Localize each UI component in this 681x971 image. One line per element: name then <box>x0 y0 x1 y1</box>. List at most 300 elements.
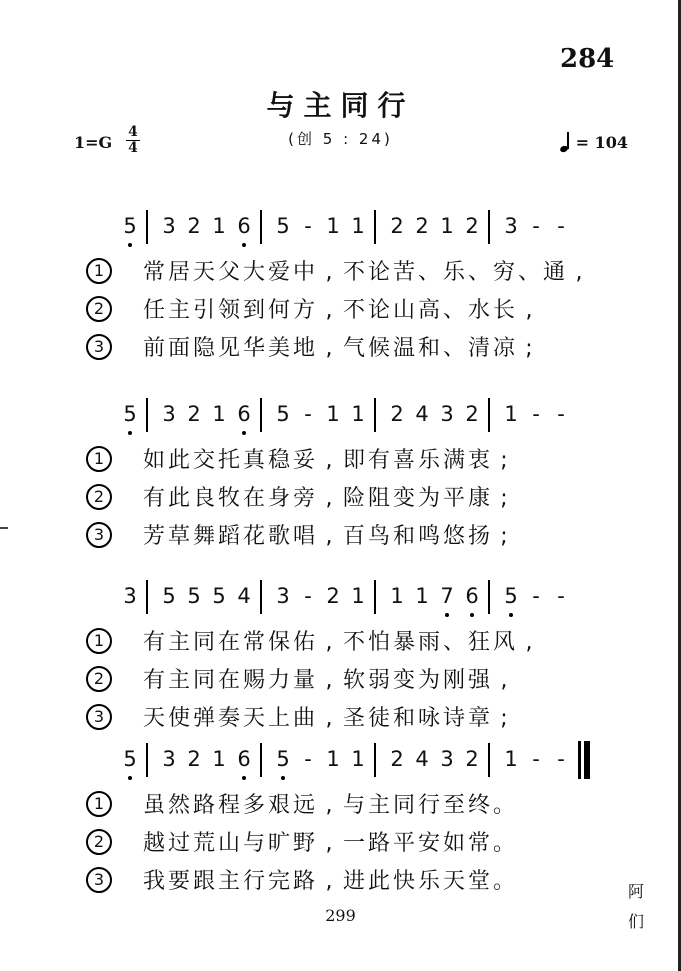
lyric-syllable: , <box>500 668 508 693</box>
lyric-syllable: 山 <box>217 831 240 856</box>
lyric-syllable: 章 <box>467 706 490 731</box>
lyric-syllable: 如 <box>142 448 165 473</box>
lyric-syllable: 苦 <box>392 260 415 285</box>
lyric-syllable: 论 <box>367 298 390 323</box>
lyric-syllable: 水 <box>467 298 490 323</box>
lyric-line <box>78 829 638 859</box>
lyric-line <box>78 791 638 821</box>
lyric-syllable: 软 <box>342 668 365 693</box>
lyric-syllable: 满 <box>442 448 465 473</box>
lyric-syllable: 在 <box>217 630 240 655</box>
lyric-syllable: 候 <box>367 336 390 361</box>
bar-line <box>146 743 148 777</box>
verse-number: 2 <box>86 484 112 510</box>
lyric-syllable: 美 <box>267 336 290 361</box>
lyric-syllable: 爱 <box>267 260 290 285</box>
lyric-syllable: 在 <box>242 486 265 511</box>
note-digit: 5 <box>276 214 290 238</box>
lyric-syllable: 芳 <box>142 524 165 549</box>
note-digit: 6 <box>232 745 256 773</box>
note-digit: 2 <box>187 214 201 238</box>
verse-number: 1 <box>86 628 112 654</box>
bar-line <box>374 210 376 244</box>
lyric-syllable: 远 <box>292 793 315 818</box>
lyric-syllable: 。 <box>492 831 515 856</box>
lyric-syllable: 通 <box>542 260 565 285</box>
final-bar-thin <box>578 741 581 779</box>
note-digit: 5 <box>162 584 176 608</box>
lyric-line <box>78 296 638 326</box>
lyric-syllable: , <box>525 298 533 323</box>
note-digit: 2 <box>187 747 201 771</box>
lyric-syllable: 悠 <box>442 524 465 549</box>
lyric-syllable: 此 <box>367 869 390 894</box>
bar-line <box>374 580 376 614</box>
lyric-syllable: 如 <box>442 831 465 856</box>
tempo-marking <box>560 132 628 152</box>
lyric-syllable: 为 <box>417 486 440 511</box>
lyric-syllable: 有 <box>142 668 165 693</box>
bar-line <box>146 580 148 614</box>
lyric-syllable: 常 <box>242 630 265 655</box>
lyric-syllable: 堂 <box>467 869 490 894</box>
lyric-syllable: 在 <box>217 668 240 693</box>
lyric-syllable: 力 <box>267 668 290 693</box>
amen-text: 阿们 <box>628 882 648 931</box>
lyric-syllable: 主 <box>167 298 190 323</box>
lyric-syllable: 、 <box>442 336 465 361</box>
lyric-syllable: , <box>525 630 533 655</box>
extension-dash: - <box>532 747 540 771</box>
lyric-syllable: 奏 <box>217 706 240 731</box>
lyric-syllable: , <box>325 831 333 856</box>
lyric-syllable: 此 <box>167 448 190 473</box>
lyric-syllable: , <box>325 448 333 473</box>
bar-line <box>488 580 490 614</box>
lyric-syllable: 主 <box>367 793 390 818</box>
notation-line <box>0 745 681 785</box>
lyric-syllable: 我 <box>142 869 165 894</box>
lyric-syllable: 父 <box>217 260 240 285</box>
lyric-syllable: 身 <box>267 486 290 511</box>
lyric-syllable: 气 <box>342 336 365 361</box>
lyric-syllable: 扬 <box>467 524 490 549</box>
notation-line <box>0 212 681 252</box>
lyric-syllable: 见 <box>217 336 240 361</box>
lyric-syllable: 即 <box>342 448 365 473</box>
lyric-syllable: 要 <box>167 869 190 894</box>
lyric-syllable: 引 <box>192 298 215 323</box>
lyric-syllable: 有 <box>142 630 165 655</box>
lyric-syllable: 鸣 <box>417 524 440 549</box>
verse-number: 3 <box>86 334 112 360</box>
lyric-syllable: 天 <box>442 869 465 894</box>
hymn-number: 284 <box>560 44 615 74</box>
lyric-syllable: 到 <box>242 298 265 323</box>
note-digit: 2 <box>390 214 404 238</box>
lyric-line <box>78 628 638 658</box>
lyric-syllable: 然 <box>167 793 190 818</box>
lyric-syllable: 路 <box>192 793 215 818</box>
note-digit: 3 <box>123 584 137 608</box>
lyric-syllable: , <box>325 793 333 818</box>
lyric-syllable: 高 <box>417 298 440 323</box>
lyric-line <box>78 258 638 288</box>
note-digit: 3 <box>276 584 290 608</box>
lyric-syllable: 徒 <box>367 706 390 731</box>
note-digit: 2 <box>465 747 479 771</box>
verse-number: 3 <box>86 867 112 893</box>
lyric-syllable: 一 <box>342 831 365 856</box>
final-bar-thick <box>584 741 590 779</box>
lyric-syllable: 虽 <box>142 793 165 818</box>
lyric-syllable: 不 <box>342 630 365 655</box>
note-digit: 4 <box>415 747 429 771</box>
lyric-syllable: 险 <box>342 486 365 511</box>
extension-dash: - <box>532 584 540 608</box>
lyric-syllable: 越 <box>142 831 165 856</box>
lyric-syllable: 前 <box>142 336 165 361</box>
extension-dash: - <box>557 214 565 238</box>
lyric-syllable: 何 <box>267 298 290 323</box>
lyric-syllable: 过 <box>167 831 190 856</box>
lyric-syllable: 领 <box>217 298 240 323</box>
note-digit: 2 <box>415 214 429 238</box>
lyric-syllable: 此 <box>167 486 190 511</box>
lyric-syllable: 主 <box>167 668 190 693</box>
extension-dash: - <box>532 402 540 426</box>
lyric-syllable: , <box>325 260 333 285</box>
note-digit: 5 <box>212 584 226 608</box>
bar-line <box>488 743 490 777</box>
lyric-syllable: 草 <box>167 524 190 549</box>
tempo-value: = 104 <box>575 133 628 152</box>
lyric-syllable: 和 <box>417 336 440 361</box>
scripture-reference: (创 5 : 24) <box>288 130 393 148</box>
lyric-syllable: 温 <box>392 336 415 361</box>
lyric-syllable: , <box>325 630 333 655</box>
lyric-syllable: 赐 <box>242 668 265 693</box>
lyric-syllable: 至 <box>442 793 465 818</box>
lyric-syllable: ; <box>525 336 533 361</box>
lyric-syllable: 路 <box>292 869 315 894</box>
lyric-syllable: 穷 <box>492 260 515 285</box>
bar-line <box>260 398 262 432</box>
lyric-syllable: 咏 <box>417 706 440 731</box>
lyric-syllable: 。 <box>492 869 515 894</box>
note-digit: 1 <box>351 584 365 608</box>
note-digit: 3 <box>440 402 454 426</box>
lyric-syllable: 清 <box>467 336 490 361</box>
lyric-syllable: 平 <box>392 831 415 856</box>
lyric-syllable: 稳 <box>267 448 290 473</box>
lyric-syllable: 怕 <box>367 630 390 655</box>
lyric-syllable: 鸟 <box>367 524 390 549</box>
lyric-syllable: 良 <box>192 486 215 511</box>
lyric-syllable: 常 <box>142 260 165 285</box>
extension-dash: - <box>557 402 565 426</box>
lyric-line <box>78 334 638 364</box>
lyric-syllable: 地 <box>292 336 315 361</box>
lyric-syllable: 诗 <box>442 706 465 731</box>
lyric-syllable: 华 <box>242 336 265 361</box>
note-digit: 5 <box>187 584 201 608</box>
lyric-syllable: 任 <box>142 298 165 323</box>
verse-number: 3 <box>86 522 112 548</box>
lyric-syllable: 交 <box>192 448 215 473</box>
note-digit: 2 <box>187 402 201 426</box>
bar-line <box>488 398 490 432</box>
extension-dash: - <box>304 584 312 608</box>
lyric-line <box>78 484 638 514</box>
lyric-syllable: 、 <box>517 260 540 285</box>
lyric-syllable: 面 <box>167 336 190 361</box>
lyric-syllable: 舞 <box>192 524 215 549</box>
time-signature-top: 4 <box>128 124 138 140</box>
lyric-syllable: 妥 <box>292 448 315 473</box>
note-digit: 2 <box>390 747 404 771</box>
note-digit: 1 <box>212 214 226 238</box>
extension-dash: - <box>304 402 312 426</box>
lyric-syllable: 荒 <box>192 831 215 856</box>
lyric-syllable: 暴 <box>392 630 415 655</box>
lyric-syllable: 风 <box>492 630 515 655</box>
lyric-syllable: 阻 <box>367 486 390 511</box>
lyric-syllable: 长 <box>492 298 515 323</box>
lyric-syllable: 、 <box>417 260 440 285</box>
lyric-syllable: 野 <box>292 831 315 856</box>
note-digit: 1 <box>440 214 454 238</box>
lyric-syllable: 终 <box>467 793 490 818</box>
note-digit: 3 <box>440 747 454 771</box>
note-digit: 5 <box>271 745 295 773</box>
quarter-note-icon <box>560 132 570 152</box>
lyric-syllable: 不 <box>342 298 365 323</box>
lyric-line <box>78 666 638 696</box>
lyric-syllable: , <box>325 486 333 511</box>
lyric-syllable: , <box>325 869 333 894</box>
lyric-syllable: 乐 <box>417 448 440 473</box>
lyric-syllable: 、 <box>467 260 490 285</box>
lyric-syllable: 强 <box>467 668 490 693</box>
lyric-syllable: 和 <box>392 706 415 731</box>
bar-line <box>260 743 262 777</box>
note-digit: 1 <box>326 747 340 771</box>
margin-mark <box>0 527 8 529</box>
lyric-syllable: 。 <box>492 793 515 818</box>
lyric-syllable: 使 <box>167 706 190 731</box>
lyric-syllable: 安 <box>417 831 440 856</box>
lyric-syllable: 行 <box>242 869 265 894</box>
note-digit: 6 <box>232 212 256 240</box>
lyric-syllable: , <box>325 668 333 693</box>
page-number: 299 <box>325 906 356 925</box>
lyric-syllable: 平 <box>442 486 465 511</box>
verse-number: 1 <box>86 446 112 472</box>
lyric-syllable: 行 <box>417 793 440 818</box>
lyric-syllable: 雨 <box>417 630 440 655</box>
note-digit: 2 <box>326 584 340 608</box>
bar-line <box>260 580 262 614</box>
lyric-syllable: 不 <box>342 260 365 285</box>
note-digit: 7 <box>435 582 459 610</box>
extension-dash: - <box>557 584 565 608</box>
verse-number: 3 <box>86 704 112 730</box>
lyric-syllable: 天 <box>242 706 265 731</box>
note-digit: 3 <box>504 214 518 238</box>
note-digit: 6 <box>460 582 484 610</box>
lyric-syllable: 花 <box>242 524 265 549</box>
lyric-syllable: 衷 <box>467 448 490 473</box>
lyric-syllable: 量 <box>292 668 315 693</box>
lyric-syllable: 变 <box>392 668 415 693</box>
note-digit: 5 <box>118 745 142 773</box>
note-digit: 4 <box>415 402 429 426</box>
lyric-syllable: , <box>325 298 333 323</box>
lyric-syllable: 居 <box>167 260 190 285</box>
lyric-syllable: 乐 <box>442 260 465 285</box>
lyric-syllable: 有 <box>367 448 390 473</box>
note-digit: 1 <box>212 747 226 771</box>
extension-dash: - <box>304 214 312 238</box>
note-digit: 1 <box>212 402 226 426</box>
note-digit: 1 <box>415 584 429 608</box>
lyric-syllable: 喜 <box>392 448 415 473</box>
lyric-syllable: 刚 <box>442 668 465 693</box>
lyric-syllable: 隐 <box>192 336 215 361</box>
lyric-syllable: 牧 <box>217 486 240 511</box>
note-digit: 1 <box>351 214 365 238</box>
lyric-syllable: 唱 <box>292 524 315 549</box>
lyric-syllable: 中 <box>292 260 315 285</box>
verse-number: 2 <box>86 829 112 855</box>
note-digit: 2 <box>390 402 404 426</box>
lyric-syllable: 主 <box>217 869 240 894</box>
note-digit: 5 <box>499 582 523 610</box>
bar-line <box>374 398 376 432</box>
lyric-line <box>78 704 638 734</box>
lyric-syllable: 旷 <box>267 831 290 856</box>
lyric-syllable: 弹 <box>192 706 215 731</box>
note-digit: 1 <box>326 214 340 238</box>
lyric-syllable: 与 <box>342 793 365 818</box>
lyric-syllable: 有 <box>142 486 165 511</box>
verse-number: 2 <box>86 296 112 322</box>
lyric-syllable: 论 <box>367 260 390 285</box>
lyric-syllable: 艰 <box>267 793 290 818</box>
note-digit: 3 <box>162 402 176 426</box>
note-digit: 1 <box>504 747 518 771</box>
lyric-syllable: 圣 <box>342 706 365 731</box>
lyric-syllable: , <box>575 260 583 285</box>
extension-dash: - <box>557 747 565 771</box>
verse-number: 1 <box>86 258 112 284</box>
lyric-syllable: 佑 <box>292 630 315 655</box>
lyric-syllable: 保 <box>267 630 290 655</box>
verse-number: 1 <box>86 791 112 817</box>
lyric-syllable: 凉 <box>492 336 515 361</box>
note-digit: 3 <box>162 747 176 771</box>
note-digit: 1 <box>504 402 518 426</box>
lyric-syllable: 变 <box>392 486 415 511</box>
lyric-syllable: 蹈 <box>217 524 240 549</box>
key-signature: 1=G <box>74 133 113 152</box>
lyric-syllable: 康 <box>467 486 490 511</box>
lyric-syllable: 、 <box>442 298 465 323</box>
note-digit: 2 <box>465 214 479 238</box>
bar-line <box>488 210 490 244</box>
lyric-syllable: 快 <box>392 869 415 894</box>
lyric-syllable: , <box>325 524 333 549</box>
note-digit: 2 <box>465 402 479 426</box>
extension-dash: - <box>304 747 312 771</box>
note-digit: 4 <box>237 584 251 608</box>
lyric-syllable: 进 <box>342 869 365 894</box>
lyric-syllable: ; <box>500 486 508 511</box>
time-signature <box>126 125 140 156</box>
lyric-syllable: 完 <box>267 869 290 894</box>
note-digit: 6 <box>232 400 256 428</box>
time-signature-bottom: 4 <box>126 140 140 156</box>
extension-dash: - <box>532 214 540 238</box>
lyric-syllable: 、 <box>442 630 465 655</box>
lyric-line <box>78 446 638 476</box>
lyric-syllable: 歌 <box>267 524 290 549</box>
bar-line <box>374 743 376 777</box>
lyric-syllable: 天 <box>142 706 165 731</box>
verse-number: 2 <box>86 666 112 692</box>
note-digit: 3 <box>162 214 176 238</box>
note-digit: 1 <box>390 584 404 608</box>
lyric-syllable: ; <box>500 448 508 473</box>
lyric-syllable: 上 <box>267 706 290 731</box>
hymn-title: 与主同行 <box>266 89 415 122</box>
note-digit: 5 <box>276 402 290 426</box>
lyric-syllable: 大 <box>242 260 265 285</box>
lyric-syllable: 曲 <box>292 706 315 731</box>
lyric-syllable: 托 <box>217 448 240 473</box>
lyric-syllable: 同 <box>192 668 215 693</box>
lyric-syllable: ; <box>500 706 508 731</box>
lyric-syllable: 常 <box>467 831 490 856</box>
lyric-syllable: 和 <box>392 524 415 549</box>
note-digit: 5 <box>118 400 142 428</box>
note-digit: 1 <box>351 747 365 771</box>
lyric-syllable: , <box>325 336 333 361</box>
bar-line <box>260 210 262 244</box>
lyric-syllable: 乐 <box>417 869 440 894</box>
lyric-syllable: 弱 <box>367 668 390 693</box>
lyric-syllable: 同 <box>392 793 415 818</box>
lyric-syllable: 旁 <box>292 486 315 511</box>
bar-line <box>146 398 148 432</box>
note-digit: 1 <box>326 402 340 426</box>
lyric-line <box>78 522 638 552</box>
lyric-syllable: 真 <box>242 448 265 473</box>
lyric-syllable: 主 <box>167 630 190 655</box>
lyric-syllable: 山 <box>392 298 415 323</box>
lyric-syllable: 跟 <box>192 869 215 894</box>
notation-line <box>0 400 681 440</box>
lyric-syllable: 百 <box>342 524 365 549</box>
lyric-syllable: 狂 <box>467 630 490 655</box>
lyric-syllable: 程 <box>217 793 240 818</box>
note-digit: 1 <box>351 402 365 426</box>
lyric-syllable: 天 <box>192 260 215 285</box>
lyric-syllable: 方 <box>292 298 315 323</box>
bar-line <box>146 210 148 244</box>
notation-line <box>0 582 681 622</box>
